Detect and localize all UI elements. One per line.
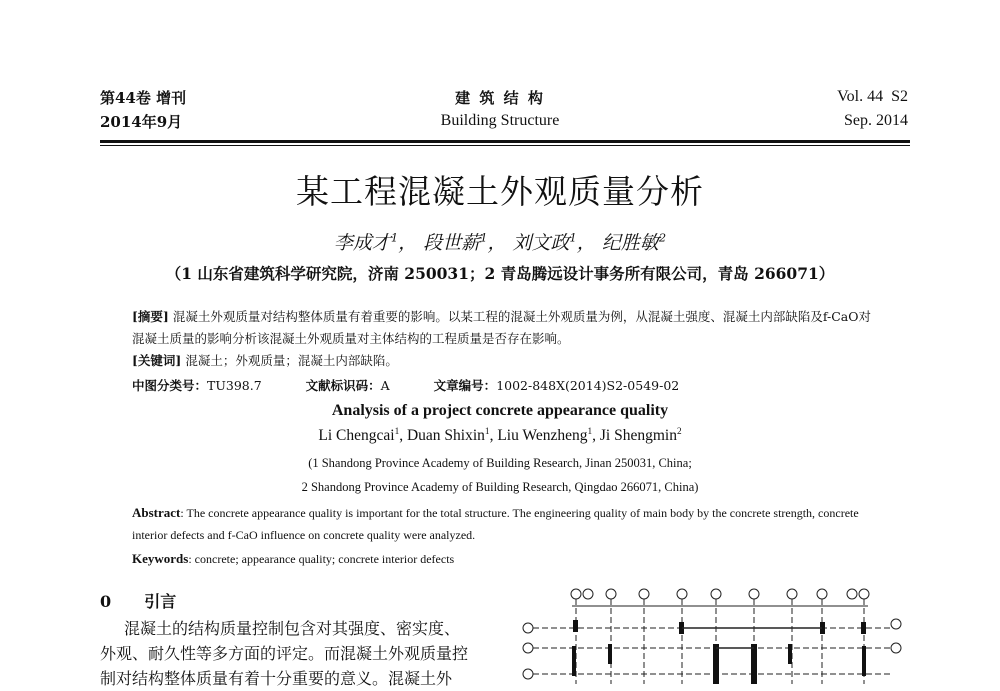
classification-line	[132, 376, 679, 396]
structural-plan-figure	[516, 584, 906, 684]
abstract-en	[132, 502, 877, 546]
author-affil-mark: 1	[480, 230, 488, 245]
article-number-value: 1002-848X(2014)S2-0549-02	[496, 378, 680, 393]
author-name: 段世薪	[423, 232, 481, 254]
section-number: 0	[100, 592, 112, 611]
journal-volume: 第44卷 增刊	[100, 89, 187, 107]
abstract-cn-label: [摘要]	[132, 309, 169, 324]
clc-label: 中图分类号：	[132, 378, 208, 393]
author-affil-mark: 2	[658, 230, 667, 245]
abstract-en-label: Abstract	[132, 505, 181, 520]
author-name-en: Li Chengcai	[318, 427, 395, 445]
author-name-en: Liu Wenzheng	[497, 427, 588, 445]
author-name: 刘文政	[512, 232, 570, 254]
journal-name-cn: 建 筑 结 构	[455, 89, 545, 107]
keywords-en-label: Keywords	[132, 551, 189, 566]
keywords-cn-label: [关键词]	[132, 353, 182, 368]
author-affil-mark: 1	[394, 427, 400, 437]
author-list-en: Li Chengcai$^1$, Duan Shixin$^1$, Liu Wenzheng$^1$, Ji Shengmin$^2$	[318, 427, 682, 445]
affiliation-en-line2: 2 Shandong Province Academy of Building Research, Qingdao 266071, China)	[301, 480, 699, 494]
affiliation-cn: （1 山东省建筑科学研究院，济南 250031；2 青岛腾远设计事务所有限公司，青岛 266071）	[165, 264, 835, 283]
author-affil-mark: 2	[676, 427, 682, 437]
paper-title-en: Analysis of a project concrete appearance quality	[331, 402, 669, 419]
author-affil-mark: 1	[484, 427, 490, 437]
keywords-cn	[132, 350, 877, 372]
abstract-en-text: : The concrete appearance quality is important for the total structure. The engineering quality of main body by the concrete strength, concrete interior defects and f-CaO influence on concrete quality were analyzed.	[132, 506, 859, 542]
author-affil-mark: 1	[569, 230, 577, 245]
author-name-en: Duan Shixin	[406, 427, 485, 445]
journal-name-en: Building Structure	[440, 112, 560, 129]
article-number-label: 文章编号：	[433, 378, 497, 393]
journal-date-en: Sep. 2014	[844, 112, 908, 129]
affiliation-en-line1: (1 Shandong Province Academy of Building Research, Jinan 250031, China;	[308, 456, 692, 470]
abstract-cn	[132, 306, 877, 350]
abstract-cn-text: 混凝土外观质量对结构整体质量有着重要的影响。以某工程的混凝土外观质量为例，从混凝土强度、混凝土内部缺陷及f-CaO对混凝土质量的影响分析该混凝土外观质量对主体结构的工程质量是否存在影响。	[132, 309, 871, 346]
body-line: 混凝土的结构质量控制包含对其强度、密实度、	[124, 619, 461, 638]
author-name: 李成才	[333, 232, 391, 254]
keywords-en-text: : concrete; appearance quality; concrete interior defects	[188, 552, 455, 566]
author-name-en: Ji Shengmin	[599, 427, 677, 445]
clc-value: TU398.7	[207, 378, 262, 393]
section-heading	[100, 589, 176, 612]
author-list-cn: 李成才$^1$， 段世薪$^1$， 刘文政$^1$， 纪胜敏$^2$	[333, 230, 667, 254]
header-rule-thin	[100, 145, 910, 146]
doc-code-value: A	[380, 378, 390, 393]
keywords-cn-text: 混凝土；外观质量；混凝土内部缺陷。	[185, 353, 398, 368]
paper-title: 某工程混凝土外观质量分析	[296, 172, 704, 211]
keywords-en	[132, 548, 877, 570]
journal-date: 2014年9月	[100, 113, 183, 131]
author-affil-mark: 1	[587, 427, 593, 437]
header-rule-thick	[100, 140, 910, 143]
author-name: 纪胜敏	[601, 232, 659, 254]
body-line: 制对结构整体质量有着十分重要的意义。混凝土外	[100, 669, 453, 688]
section-title: 引言	[144, 592, 177, 611]
journal-volume-en: Vol. 44 S2	[837, 88, 908, 105]
body-line: 外观、耐久性等多方面的评定。而混凝土外观质量控	[100, 644, 469, 663]
doc-code-label: 文献标识码：	[305, 378, 381, 393]
author-affil-mark: 1	[390, 230, 399, 245]
